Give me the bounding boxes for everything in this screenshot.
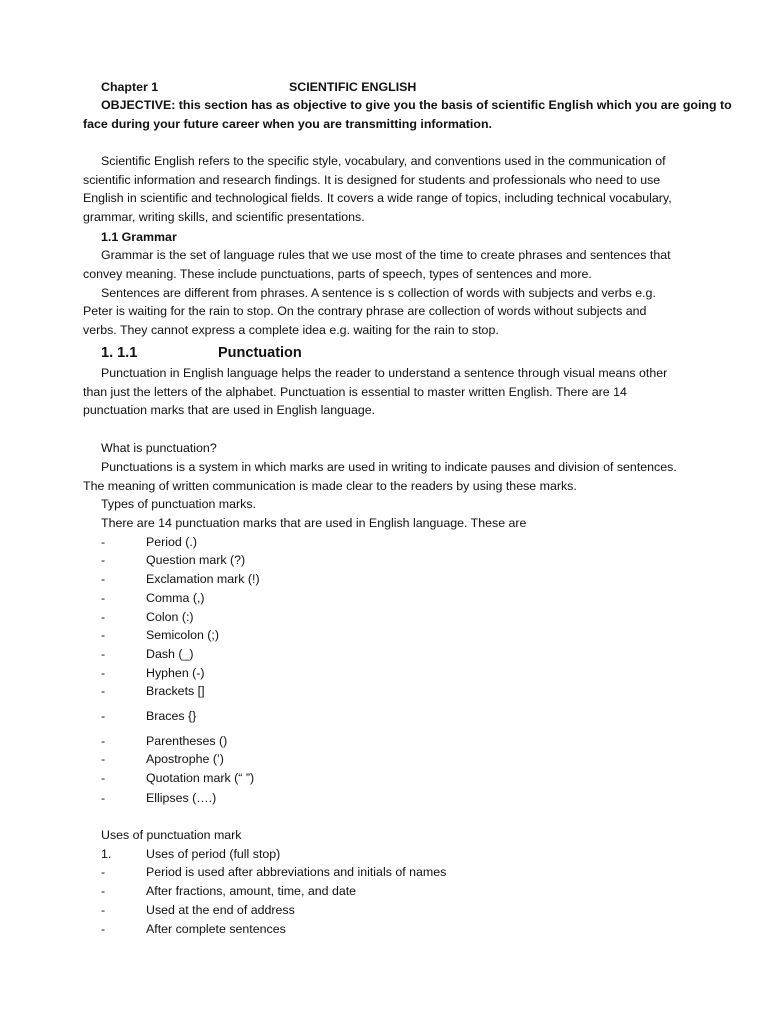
punct-intro-line: Punctuation in English language helps the reader to understand a sentence through visual means other (101, 366, 668, 380)
intro-line: grammar, writing skills, and scientific presentations. (83, 210, 365, 224)
list-item: Exclamation mark (!) (146, 572, 260, 586)
list-bullet: - (101, 666, 106, 680)
objective-line: face during your future career when you are transmitting information. (83, 117, 492, 131)
list-bullet: - (101, 922, 106, 936)
list-item: Period is used after abbreviations and initials of names (146, 865, 447, 879)
types-intro: There are 14 punctuation marks that are used in English language. These are (101, 516, 527, 530)
list-bullet: - (101, 865, 106, 879)
grammar-heading: 1.1 Grammar (101, 230, 177, 244)
list-item: Question mark (?) (146, 553, 246, 567)
grammar-line: convey meaning. These include punctuations, parts of speech, types of sentences and more. (83, 267, 592, 281)
list-bullet: - (101, 628, 106, 642)
list-item: Dash (_) (146, 647, 194, 661)
chapter-title: SCIENTIFIC ENGLISH (289, 80, 417, 94)
list-item: Parentheses () (146, 734, 228, 748)
list-item: Period (.) (146, 535, 197, 549)
list-item: Semicolon (;) (146, 628, 219, 642)
sentences-line: Sentences are different from phrases. A sentence is s collection of words with subjects and verbs e.g. (101, 286, 656, 300)
list-bullet: - (101, 684, 106, 698)
list-item: Used at the end of address (146, 903, 295, 917)
sentences-line: Peter is waiting for the rain to stop. On the contrary phrase are collection of words without subjects and (83, 304, 647, 318)
grammar-line: Grammar is the set of language rules that we use most of the time to create phrases and sentences that (101, 248, 671, 262)
list-bullet: - (101, 884, 106, 898)
uses-number: 1. (101, 847, 112, 861)
list-bullet: - (101, 709, 106, 723)
sentences-line: verbs. They cannot express a complete idea e.g. waiting for the rain to stop. (83, 323, 499, 337)
intro-line: English in scientific and technological fields. It covers a wide range of topics, including technical vocabulary, (83, 191, 672, 205)
punct-intro-line: punctuation marks that are used in English language. (83, 403, 376, 417)
intro-line: Scientific English refers to the specific style, vocabulary, and conventions used in the communication of (101, 154, 666, 168)
objective-line: OBJECTIVE: this section has as objective to give you the basis of scientific English which you are going to (101, 98, 732, 112)
definition-line: Punctuations is a system in which marks are used in writing to indicate pauses and division of sentences. (101, 460, 677, 474)
list-item: Colon (:) (146, 610, 194, 624)
punctuation-heading-title: Punctuation (218, 345, 302, 361)
list-bullet: - (101, 535, 106, 549)
types-heading: Types of punctuation marks. (101, 497, 256, 511)
list-bullet: - (101, 572, 106, 586)
list-bullet: - (101, 610, 106, 624)
punct-intro-line: than just the letters of the alphabet. Punctuation is essential to master written English. There are 14 (83, 385, 627, 399)
list-bullet: - (101, 647, 106, 661)
list-bullet: - (101, 591, 106, 605)
list-item: Ellipses (….) (146, 791, 217, 805)
punctuation-heading (101, 343, 302, 363)
list-item: Comma (,) (146, 591, 205, 605)
list-bullet: - (101, 752, 106, 766)
list-item: Apostrophe (’) (146, 752, 224, 766)
list-bullet: - (101, 791, 106, 805)
what-is-question: What is punctuation? (101, 441, 217, 455)
list-item: After fractions, amount, time, and date (146, 884, 357, 898)
list-item: Brackets [] (146, 684, 205, 698)
uses-title: Uses of period (full stop) (146, 847, 281, 861)
list-item: Hyphen (-) (146, 666, 205, 680)
definition-line: The meaning of written communication is made clear to the readers by using these marks. (83, 479, 577, 493)
list-bullet: - (101, 771, 106, 785)
list-item: Quotation mark (“ ”) (146, 771, 255, 785)
intro-line: scientific information and research findings. It is designed for students and professionals who need to use (83, 173, 661, 187)
list-item: Braces {} (146, 709, 197, 723)
list-bullet: - (101, 553, 106, 567)
list-bullet: - (101, 903, 106, 917)
list-item: After complete sentences (146, 922, 286, 936)
uses-heading: Uses of punctuation mark (101, 828, 242, 842)
list-bullet: - (101, 734, 106, 748)
punctuation-heading-number: 1. 1.1 (101, 345, 138, 361)
chapter-label: Chapter 1 (101, 80, 159, 94)
